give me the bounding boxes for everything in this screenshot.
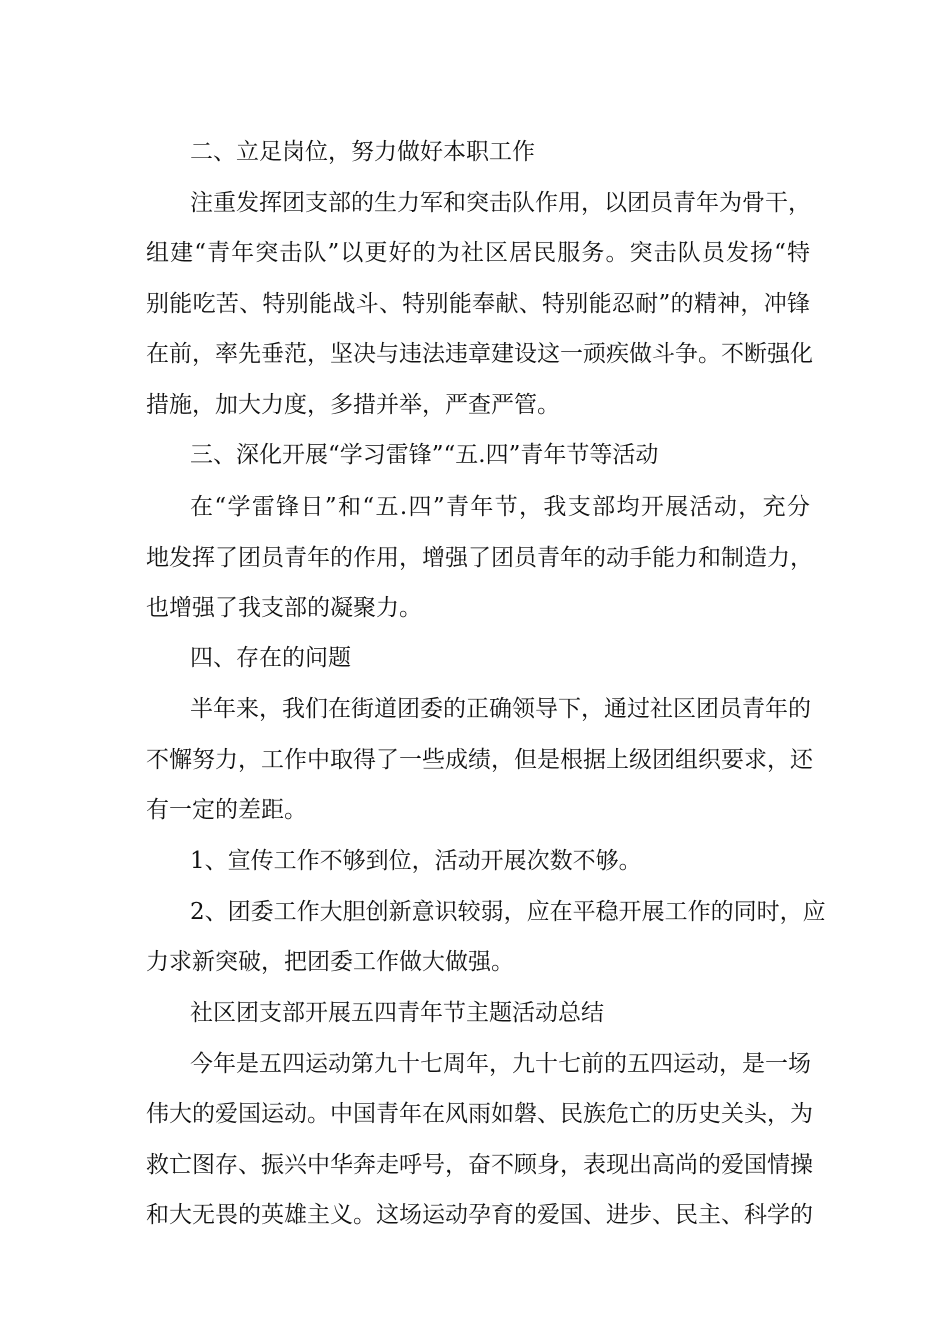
paragraph-line: 在“学雷锋日”和“五.四”青年节，我支部均开展活动，充分 — [190, 494, 810, 520]
section-heading-4: 四、存在的问题 — [190, 645, 351, 671]
paragraph-line: 地发挥了团员青年的作用，增强了团员青年的动手能力和制造力， — [146, 545, 813, 571]
summary-title: 社区团支部开展五四青年节主题活动总结 — [190, 1000, 604, 1026]
list-item-2: 2、团委工作大胆创新意识较弱，应在平稳开展工作的同时，应 — [190, 899, 826, 925]
paragraph-line: 和大无畏的英雄主义。这场运动孕育的爱国、进步、民主、科学的 — [146, 1202, 813, 1228]
paragraph-line: 注重发挥团支部的生力军和突击队作用，以团员青年为骨干， — [190, 190, 811, 216]
paragraph-line: 伟大的爱国运动。中国青年在风雨如磐、民族危亡的历史关头，为 — [146, 1101, 813, 1127]
paragraph-line: 不懈努力，工作中取得了一些成绩，但是根据上级团组织要求，还 — [146, 747, 813, 773]
paragraph-line: 在前，率先垂范，坚决与违法违章建设这一顽疾做斗争。不断强化 — [146, 341, 813, 367]
paragraph-line: 今年是五四运动第九十七周年，九十七前的五四运动，是一场 — [190, 1051, 811, 1077]
paragraph-line: 也增强了我支部的凝聚力。 — [146, 595, 422, 621]
list-item-2-continued: 力求新突破，把团委工作做大做强。 — [146, 949, 514, 975]
paragraph-line: 救亡图存、振兴中华奔走呼号，奋不顾身，表现出高尚的爱国情操 — [146, 1152, 813, 1178]
paragraph-line: 半年来，我们在街道团委的正确领导下，通过社区团员青年的 — [190, 696, 811, 722]
section-heading-2: 二、立足岗位，努力做好本职工作 — [190, 139, 535, 165]
section-heading-3: 三、深化开展“学习雷锋”“五.四”青年节等活动 — [190, 442, 659, 468]
paragraph-line: 措施，加大力度，多措并举，严查严管。 — [146, 392, 560, 418]
paragraph-line: 别能吃苦、特别能战斗、特别能奉献、特别能忍耐”的精神，冲锋 — [146, 291, 810, 317]
paragraph-line: 有一定的差距。 — [146, 797, 307, 823]
list-item-1: 1、宣传工作不够到位，活动开展次数不够。 — [190, 848, 642, 874]
paragraph-line: 组建“青年突击队”以更好的为社区居民服务。突击队员发扬“特 — [146, 240, 810, 266]
